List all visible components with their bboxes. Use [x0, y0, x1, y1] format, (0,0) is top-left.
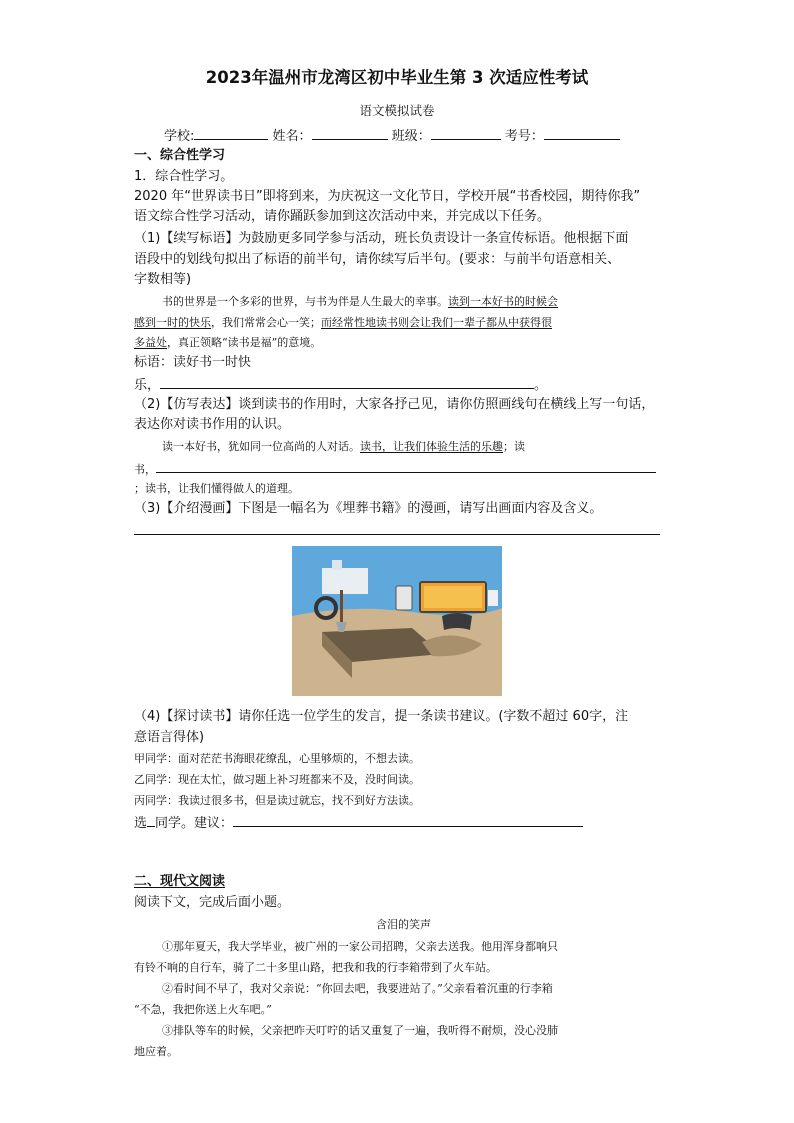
story-title: 含泪的笑声 [376, 918, 431, 931]
part4-line1: （4)【探讨读书】请你任选一位学生的发言，提一条读书建议。(字数不超过 60字，注 [134, 709, 629, 724]
reading-instruction: 阅读下文，完成后面小题。 [134, 895, 291, 910]
imitation-answer-blank[interactable] [156, 458, 656, 473]
school-label: 学校: [164, 129, 195, 144]
passage-b-line3: ；读书，让我们懂得做人的道理。 [134, 482, 299, 495]
student-c-statement: 丙同学：我读过很多书，但是读过就忘，找不到好方法读。 [134, 794, 420, 807]
student-info-row [164, 125, 620, 147]
comic-building [322, 568, 368, 594]
comic-answer-line[interactable] [134, 534, 660, 535]
passage-a-underline4: 多益处 [134, 336, 167, 349]
passage-a-line2 [134, 313, 552, 333]
name-label: 姓名： [272, 129, 312, 144]
student-b-statement: 乙同学：现在太忙，做习题上补习班都来不及，没时间读。 [134, 773, 420, 786]
student-a-statement: 甲同学：面对茫茫书海眼花缭乱，心里够烦的，不想去读。 [134, 752, 420, 765]
device-icon [488, 590, 498, 606]
passage-a-text3: ，真正领略“读书是福”的意境。 [167, 336, 322, 349]
tablet-screen-icon [424, 586, 482, 608]
part2-line2: 表达你对读书作用的认识。 [134, 417, 291, 432]
passage-b-text2: 书， [134, 463, 156, 476]
name-blank[interactable] [312, 125, 388, 140]
suggestion-answer-blank[interactable] [233, 812, 583, 827]
intro-line2: 语文综合性学习活动，请你踊跃参加到这次活动中来，并完成以下任务。 [134, 209, 551, 224]
comic-burying-books [292, 546, 502, 696]
passage-a-underline2: 感到一时的快乐 [134, 316, 211, 329]
part2-line1: （2)【仿写表达】谈到读书的作用时，大家各抒己见，请你仿照画线句在横线上写一句话， [134, 397, 655, 412]
story-para3-line1: ③排队等车的时候，父亲把昨天叮咛的话又重复了一遍，我听得不耐烦，没心没肺 [162, 1024, 558, 1037]
intro-line1: 2020 年“世界读书日”即将到来，为庆祝这一文化节日，学校开展“书香校园，期待你我” [134, 189, 641, 204]
passage-b-line2 [134, 458, 656, 480]
section2-heading: 二、现代文阅读 [134, 874, 226, 889]
story-para2-line1: ②看时间不早了，我对父亲说：“你回去吧，我要进站了。”父亲看着沉重的行李箱 [162, 982, 553, 995]
choose-mid: 同学。建议： [155, 816, 234, 831]
number-label: 考号： [504, 129, 544, 144]
game-controller-icon [442, 613, 472, 630]
part1-line1: （1)【续写标语】为鼓励更多同学参与活动，班长负责设计一条宣传标语。他根据下面 [134, 231, 629, 246]
slogan-line1: 标语：读好书一时快 [134, 355, 252, 370]
slogan-answer-blank[interactable] [160, 374, 534, 389]
story-para1-line2: 有铃不响的自行车，骑了二十多里山路，把我和我的行李箱带到了火车站。 [134, 961, 497, 974]
section1-heading: 一、综合性学习 [134, 148, 226, 163]
part1-line3: 字数相等) [134, 272, 192, 287]
passage-b-line1 [162, 437, 525, 457]
passage-b-underline: 读书，让我们体验生活的乐趣 [360, 440, 503, 453]
part4-line2: 意语言得体) [134, 730, 205, 745]
passage-b-text: 读一本好书，犹如同一位高尚的人对话。 [162, 440, 360, 453]
page-subtitle: 语文模拟试卷 [359, 103, 435, 118]
slogan-suffix: 。 [534, 378, 548, 393]
comic-building-top [332, 560, 342, 570]
class-label: 班级： [391, 129, 431, 144]
passage-a-line1 [162, 292, 558, 312]
passage-a-text2: ，我们常常会心一笑； [211, 316, 321, 329]
class-blank[interactable] [431, 125, 501, 140]
smartphone-icon [396, 586, 412, 610]
story-para2-line2: “不急，我把你送上火车吧。” [134, 1003, 272, 1016]
story-para1-line1: ①那年夏天，我大学毕业，被广州的一家公司招聘，父亲去送我。他用浑身都响只 [162, 940, 558, 953]
passage-a-text: 书的世界是一个多彩的世界，与书为伴是人生最大的幸事。 [162, 295, 448, 308]
school-blank[interactable] [194, 125, 268, 140]
part1-line2: 语段中的划线句拟出了标语的前半句，请你续写后半句。(要求：与前半句语意相关、 [134, 252, 621, 267]
shovel-handle-icon [340, 590, 343, 624]
passage-a-underline: 读到一本好书的时候会 [448, 295, 558, 308]
part3-line1: （3)【介绍漫画】下图是一幅名为《埋葬书籍》的漫画，请写出画面内容及含义。 [134, 501, 603, 516]
suggestion-line [134, 812, 583, 834]
passage-a-underline3: 而经常性地读书则会让我们一辈子都从中获得很 [321, 316, 552, 329]
passage-b-end: ；读 [503, 440, 525, 453]
choose-prefix: 选 [134, 816, 148, 831]
slogan-prefix: 乐， [134, 378, 161, 393]
question1-label: 1．综合性学习。 [134, 169, 234, 184]
passage-a-line3 [134, 333, 321, 353]
page-title: 2023年温州市龙湾区初中毕业生第 3 次适应性考试 [205, 68, 589, 87]
story-para3-line2: 地应着。 [134, 1045, 178, 1058]
slogan-line2 [134, 374, 547, 396]
number-blank[interactable] [544, 125, 620, 140]
choose-student-blank[interactable] [147, 812, 155, 827]
